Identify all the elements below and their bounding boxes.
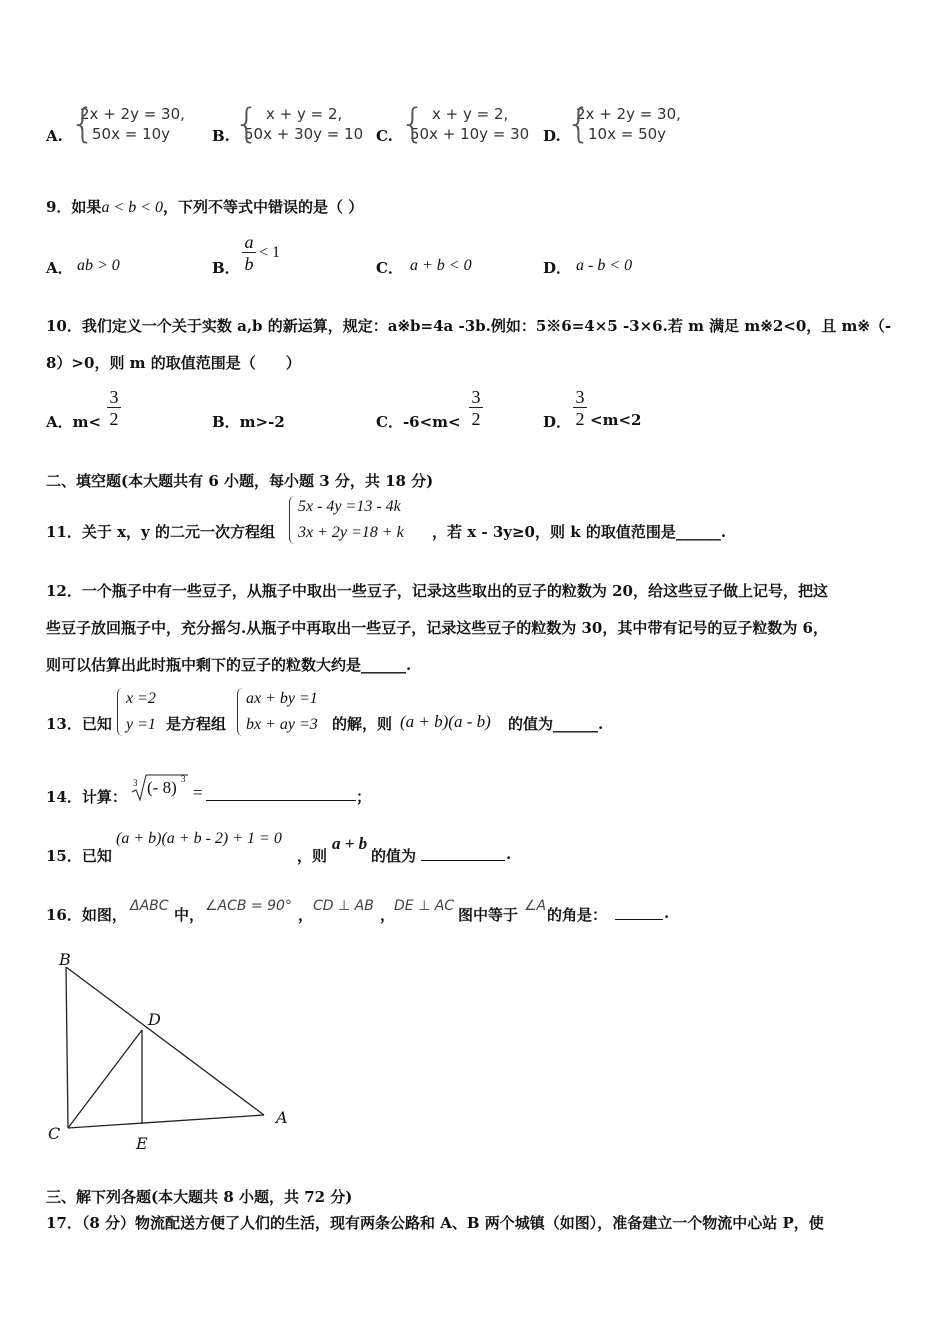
q10-line1: 10．我们定义一个关于实数 a,b 的新运算，规定：a※b=4a -3b.例如：5※6=4×5 -3×6.若 m 满足 m※2<0，且 m※（- xyxy=(46,317,892,335)
section2-title: 二、填空题(本大题共有 6 小题，每小题 3 分，共 18 分) xyxy=(46,472,434,490)
q16-triangle: ΔABC xyxy=(130,898,169,914)
q17-line1: 17．（8 分）物流配送方便了人们的生活，现有两条公路和 A、B 两个城镇（如图），准备建立一个物流中心站 P，使 xyxy=(46,1214,824,1232)
q15-variable: a + b xyxy=(332,834,368,853)
q10-d-numerator: 3 xyxy=(575,387,585,407)
q10-option-a-fraction xyxy=(107,387,121,429)
q8-option-b-system xyxy=(234,101,364,147)
q16-t3: ， xyxy=(380,906,396,924)
q8-c-eq2: 50x + 10y = 30 xyxy=(410,125,530,143)
q8-option-b-label: B. xyxy=(212,127,230,145)
q13-mid: 是方程组 xyxy=(166,715,227,733)
q8-option-a-label: A. xyxy=(46,127,63,145)
q13-s2-eq1: ax + by =1 xyxy=(246,690,318,707)
q14-prefix: 14．计算： xyxy=(46,788,127,806)
q9-b-denominator: b xyxy=(244,254,254,274)
q10-option-d-fraction xyxy=(573,387,587,429)
q15-prefix: 15．已知 xyxy=(46,847,112,865)
q14-end: ； xyxy=(356,788,372,806)
vertex-label-b: B xyxy=(59,950,71,969)
q8-option-c-system xyxy=(400,101,530,147)
q14-answer-blank[interactable] xyxy=(206,786,356,801)
q9-stem-suffix: ，下列不等式中错误的是（ ） xyxy=(163,198,364,216)
brace-icon: { xyxy=(234,101,260,147)
q13-prefix: 13．已知 xyxy=(46,715,112,733)
q11-suffix: ，若 x - 3y≥0，则 k 的取值范围是______. xyxy=(432,523,727,541)
q9-stem xyxy=(46,196,363,217)
segment-cd xyxy=(68,1030,142,1128)
q13-equation-system xyxy=(246,686,318,738)
q10-option-d-suffix: <m<2 xyxy=(590,411,642,429)
q9-option-c-expr: a + b < 0 xyxy=(410,257,472,274)
q12-line2: 些豆子放回瓶子中，充分摇匀.从瓶子中再取出一些豆子，记录这些豆子的粒数为 30，其中带有记号的豆子粒数为 6， xyxy=(46,619,828,637)
vertex-label-a: A xyxy=(276,1108,288,1127)
q13-expr: (a + b)(a - b) xyxy=(400,712,491,731)
q15-mid: ，则 xyxy=(297,847,328,865)
q8-option-a-system xyxy=(70,101,185,147)
fraction-bar xyxy=(242,252,256,253)
q10-option-d-label: D． xyxy=(543,413,572,431)
q16-angle: ∠ACB = 90° xyxy=(205,898,292,914)
q11-prefix: 11．关于 x，y 的二元一次方程组 xyxy=(46,523,275,541)
brace-icon xyxy=(289,496,297,544)
brace-icon xyxy=(117,688,125,736)
q10-option-b-label: B．m>-2 xyxy=(212,413,285,431)
q9-stem-prefix: 9．如果 xyxy=(46,198,102,216)
q12-line3: 则可以估算出此时瓶中剩下的豆子的粒数大约是______. xyxy=(46,656,412,674)
q10-option-c-label: C．-6<m< xyxy=(376,413,461,431)
q9-option-d-expr: a - b < 0 xyxy=(576,257,633,274)
q13-s2-eq2: bx + ay =3 xyxy=(246,716,318,733)
q14-radical xyxy=(130,772,200,802)
q11-eq2: 3x + 2y =18 + k xyxy=(298,524,404,541)
segment-ca xyxy=(68,1115,264,1128)
vertex-label-e: E xyxy=(136,1134,148,1153)
q8-option-d-label: D. xyxy=(543,127,561,145)
q11-eq1: 5x - 4y =13 - 4k xyxy=(298,498,401,515)
q16-perp1: CD ⊥ AB xyxy=(313,898,374,914)
fraction-bar xyxy=(107,407,121,408)
q9-option-a-expr: ab > 0 xyxy=(77,257,120,274)
brace-icon: { xyxy=(566,101,592,147)
q16-answer-blank[interactable] xyxy=(615,905,663,920)
fraction-bar xyxy=(469,407,483,408)
q11-system xyxy=(298,494,404,546)
q16-t1: 中， xyxy=(174,906,205,924)
q15-equation: (a + b)(a + b - 2) + 1 = 0 xyxy=(116,830,282,847)
q9-option-a-label: A． xyxy=(46,259,73,277)
q8-a-eq2: 50x = 10y xyxy=(92,125,171,143)
q8-d-eq2: 10x = 50y xyxy=(588,125,667,143)
q10-option-a-label: A．m< xyxy=(46,413,102,431)
q12-line1: 12．一个瓶子中有一些豆子，从瓶子中取出一些豆子，记录这些取出的豆子的粒数为 20，给这些豆子做上记号，把这 xyxy=(46,582,828,600)
q8-b-eq2: 50x + 30y = 10 xyxy=(244,125,364,143)
q8-option-c-label: C. xyxy=(376,127,393,145)
q8-c-eq1: x + y = 2, xyxy=(432,105,509,123)
q15-answer-blank[interactable] xyxy=(421,846,505,861)
q13-s1-eq2: y =1 xyxy=(126,716,156,733)
q9-option-b-rel: < 1 xyxy=(259,244,281,261)
brace-icon: { xyxy=(400,101,426,147)
q10-d-denominator: 2 xyxy=(575,409,585,429)
q9-option-b-label: B． xyxy=(212,259,240,277)
q16-angle-a: ∠A xyxy=(524,898,547,914)
q8-option-d-system xyxy=(566,101,681,147)
q14-equals: = xyxy=(193,783,203,802)
q13-s1-eq1: x =2 xyxy=(126,690,156,707)
q16-figure xyxy=(44,948,304,1158)
q13-mid2: 的解，则 xyxy=(332,715,393,733)
brace-icon xyxy=(237,688,245,736)
q8-b-eq1: x + y = 2, xyxy=(266,105,343,123)
q10-a-numerator: 3 xyxy=(109,387,119,407)
q9-condition: a < b < 0 xyxy=(101,199,164,216)
vertex-label-c: C xyxy=(48,1124,61,1143)
triangle-figure-icon xyxy=(44,948,304,1158)
segment-bc xyxy=(66,967,68,1128)
q9-option-b-fraction xyxy=(242,232,256,274)
q9-option-d-label: D． xyxy=(543,259,572,277)
q14-root-index: 3 xyxy=(133,778,138,788)
q14-exponent: 3 xyxy=(181,774,186,784)
q16-perp2: DE ⊥ AC xyxy=(394,898,455,914)
q10-c-numerator: 3 xyxy=(471,387,481,407)
q8-a-eq1: 2x + 2y = 30, xyxy=(80,105,185,123)
q16-t2: ， xyxy=(298,906,314,924)
brace-icon: { xyxy=(70,101,96,147)
q10-option-c-fraction xyxy=(469,387,483,429)
fraction-bar xyxy=(573,407,587,408)
q8-d-eq1: 2x + 2y = 30, xyxy=(576,105,681,123)
q9-b-numerator: a xyxy=(244,232,254,252)
q9-option-c-label: C． xyxy=(376,259,403,277)
q10-c-denominator: 2 xyxy=(471,409,481,429)
q16-end: . xyxy=(664,904,670,922)
q15-suffix: 的值为 xyxy=(371,847,417,865)
q16-prefix: 16．如图， xyxy=(46,906,127,924)
segment-ba xyxy=(66,967,264,1115)
q16-t5: 的角是： xyxy=(547,906,608,924)
q10-line2: 8）>0，则 m 的取值范围是（ ） xyxy=(46,354,301,372)
vertex-label-d: D xyxy=(148,1010,161,1029)
q16-t4: 图中等于 xyxy=(458,906,519,924)
section3-title: 三、解下列各题(本大题共 8 小题，共 72 分) xyxy=(46,1188,353,1206)
q10-a-denominator: 2 xyxy=(109,409,119,429)
q15-end: . xyxy=(506,845,512,863)
q13-suffix: 的值为______. xyxy=(508,715,604,733)
q14-radicand: (- 8) xyxy=(147,778,177,797)
q13-solution-system xyxy=(126,686,156,738)
